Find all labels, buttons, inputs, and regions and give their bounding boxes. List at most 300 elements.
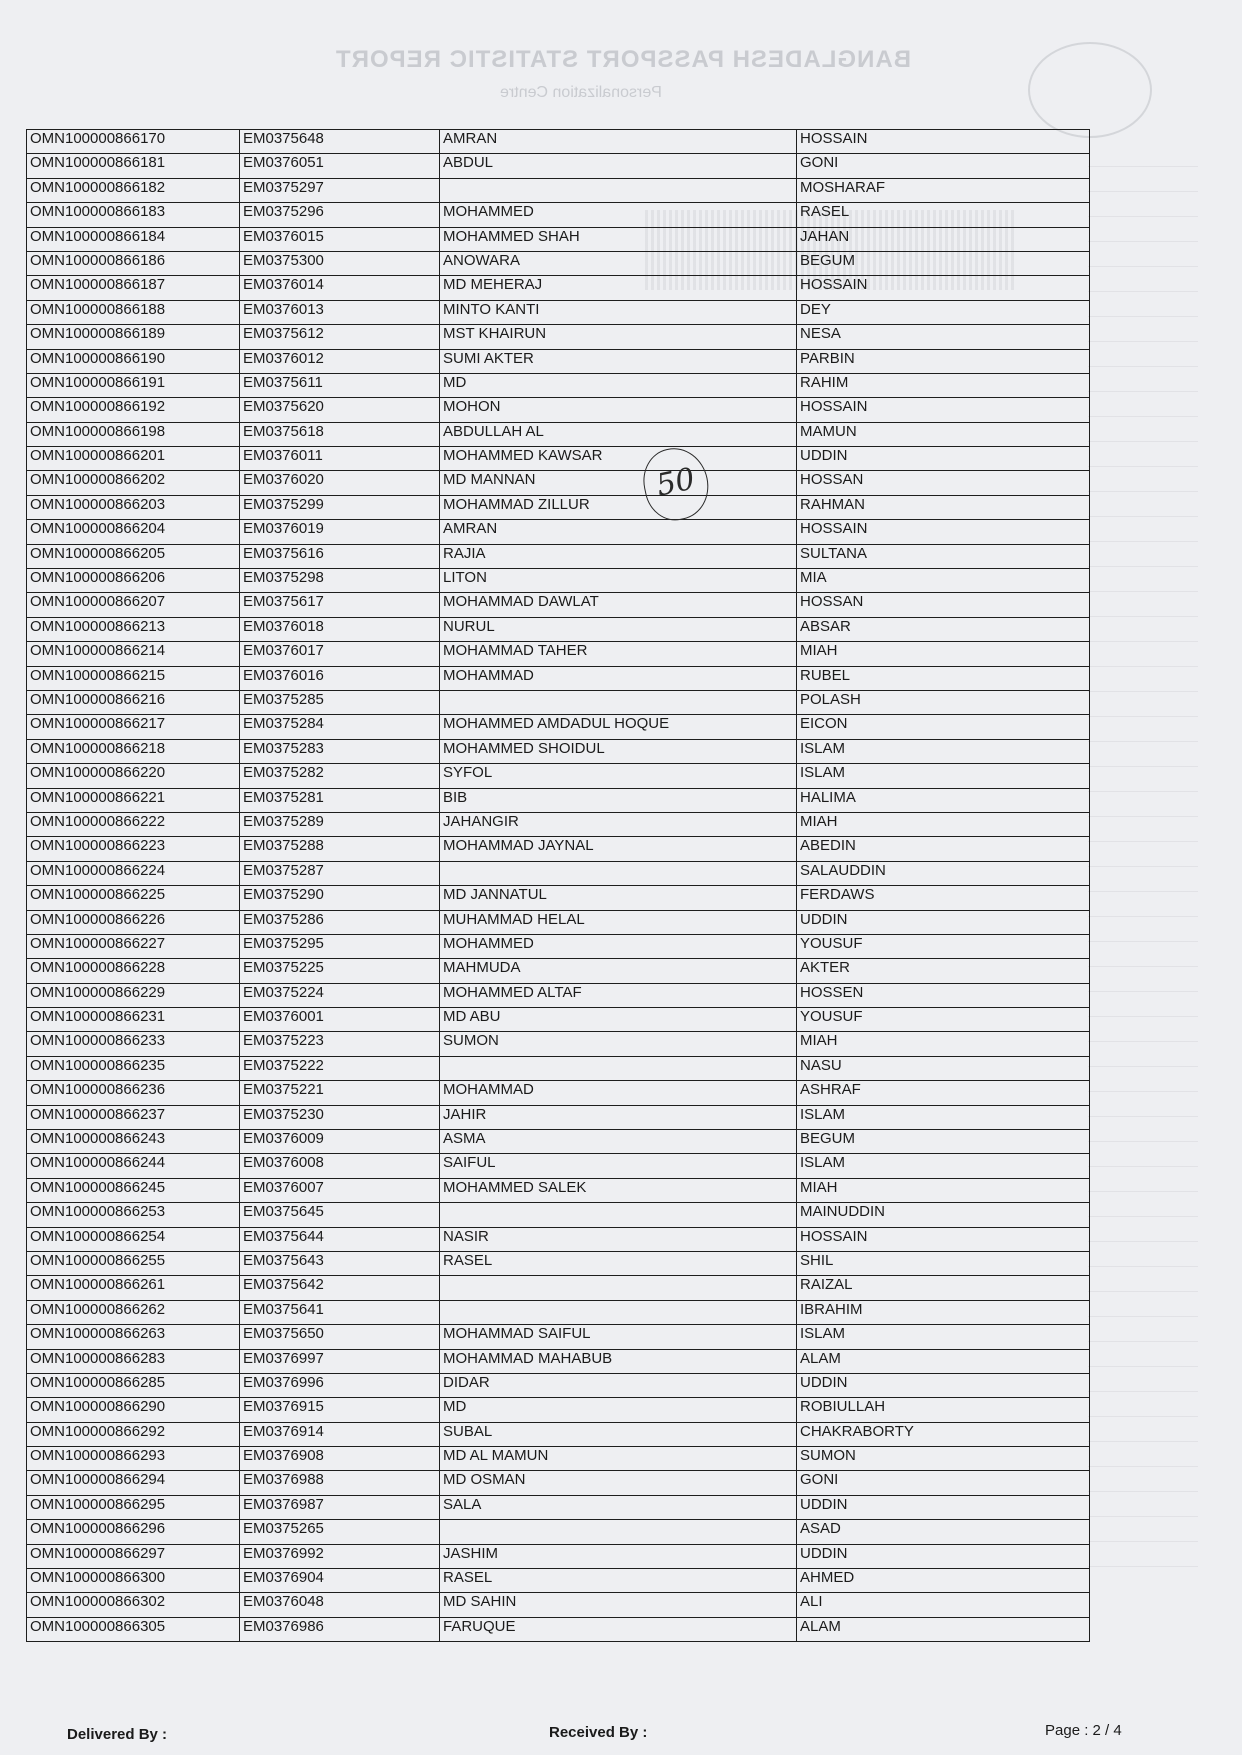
given-name-cell [440, 861, 797, 885]
table-row [27, 422, 1090, 446]
table-row [27, 690, 1090, 714]
given-name-cell: MOHAMMAD MAHABUB [440, 1349, 797, 1373]
given-name-cell: MOHAMMED AMDADUL HOQUE [440, 715, 797, 739]
surname-cell: SALAUDDIN [797, 861, 1090, 885]
passport-number-cell: EM0376007 [240, 1178, 440, 1202]
given-name-cell: MOHAMMAD ZILLUR [440, 495, 797, 519]
received-by-label: Received By : [549, 1724, 648, 1741]
given-name-cell: NASIR [440, 1227, 797, 1251]
application-id-cell: OMN100000866220 [27, 764, 240, 788]
given-name-cell: MD AL MAMUN [440, 1447, 797, 1471]
surname-cell: HOSSAN [797, 471, 1090, 495]
application-id-cell: OMN100000866254 [27, 1227, 240, 1251]
passport-number-cell: EM0375295 [240, 934, 440, 958]
application-id-cell: OMN100000866227 [27, 934, 240, 958]
surname-cell: HOSSEN [797, 983, 1090, 1007]
passport-number-cell: EM0375642 [240, 1276, 440, 1300]
given-name-cell: MD OSMAN [440, 1471, 797, 1495]
page-number: Page : 2 / 4 [1045, 1722, 1122, 1739]
table-row [27, 349, 1090, 373]
application-id-cell: OMN100000866236 [27, 1081, 240, 1105]
passport-number-cell: EM0376914 [240, 1422, 440, 1446]
surname-cell: ISLAM [797, 739, 1090, 763]
passport-number-cell: EM0375299 [240, 495, 440, 519]
table-row [27, 812, 1090, 836]
passport-number-cell: EM0375288 [240, 837, 440, 861]
table-row [27, 593, 1090, 617]
bleed-through-title: BANGLADESH PASSPORT STATISTIC REPORT [335, 46, 912, 73]
given-name-cell: MD MEHERAJ [440, 276, 797, 300]
passport-number-cell: EM0375230 [240, 1105, 440, 1129]
surname-cell: ISLAM [797, 764, 1090, 788]
table-row [27, 1447, 1090, 1471]
passport-number-cell: EM0375297 [240, 178, 440, 202]
application-id-cell: OMN100000866302 [27, 1593, 240, 1617]
passport-number-cell: EM0376018 [240, 617, 440, 641]
application-id-cell: OMN100000866237 [27, 1105, 240, 1129]
given-name-cell: ABDULLAH AL [440, 422, 797, 446]
passport-number-cell: EM0375290 [240, 886, 440, 910]
surname-cell: JAHAN [797, 227, 1090, 251]
passport-number-cell: EM0375300 [240, 251, 440, 275]
passport-number-cell: EM0375286 [240, 910, 440, 934]
surname-cell: HOSSAIN [797, 520, 1090, 544]
passport-number-cell: EM0376992 [240, 1544, 440, 1568]
given-name-cell: NURUL [440, 617, 797, 641]
application-id-cell: OMN100000866235 [27, 1056, 240, 1080]
surname-cell: GONI [797, 154, 1090, 178]
surname-cell: AHMED [797, 1569, 1090, 1593]
table-row [27, 130, 1090, 154]
passport-number-cell: EM0376986 [240, 1617, 440, 1641]
application-id-cell: OMN100000866202 [27, 471, 240, 495]
handwritten-count-mark: 50 [637, 442, 715, 526]
passport-number-cell: EM0375287 [240, 861, 440, 885]
application-id-cell: OMN100000866182 [27, 178, 240, 202]
application-id-cell: OMN100000866224 [27, 861, 240, 885]
table-row [27, 1520, 1090, 1544]
surname-cell: PARBIN [797, 349, 1090, 373]
table-row [27, 251, 1090, 275]
application-id-cell: OMN100000866207 [27, 593, 240, 617]
given-name-cell [440, 178, 797, 202]
passport-number-cell: EM0376016 [240, 666, 440, 690]
passport-number-cell: EM0375298 [240, 569, 440, 593]
surname-cell: MIAH [797, 1178, 1090, 1202]
given-name-cell [440, 1203, 797, 1227]
passport-number-cell: EM0375644 [240, 1227, 440, 1251]
table-row [27, 1008, 1090, 1032]
surname-cell: YOUSUF [797, 1008, 1090, 1032]
given-name-cell [440, 1276, 797, 1300]
passport-number-cell: EM0376017 [240, 642, 440, 666]
surname-cell: UDDIN [797, 1373, 1090, 1397]
surname-cell: ASHRAF [797, 1081, 1090, 1105]
surname-cell: ISLAM [797, 1325, 1090, 1349]
passport-number-cell: EM0375648 [240, 130, 440, 154]
passport-number-cell: EM0375650 [240, 1325, 440, 1349]
surname-cell: UDDIN [797, 1495, 1090, 1519]
application-id-cell: OMN100000866292 [27, 1422, 240, 1446]
table-row [27, 715, 1090, 739]
application-id-cell: OMN100000866296 [27, 1520, 240, 1544]
given-name-cell: MOHAMMED KAWSAR [440, 447, 797, 471]
application-id-cell: OMN100000866187 [27, 276, 240, 300]
given-name-cell: MD MANNAN [440, 471, 797, 495]
passport-number-cell: EM0376904 [240, 1569, 440, 1593]
application-id-cell: OMN100000866222 [27, 812, 240, 836]
surname-cell: ISLAM [797, 1154, 1090, 1178]
application-id-cell: OMN100000866181 [27, 154, 240, 178]
surname-cell: BEGUM [797, 251, 1090, 275]
application-id-cell: OMN100000866285 [27, 1373, 240, 1397]
given-name-cell: BIB [440, 788, 797, 812]
table-row [27, 447, 1090, 471]
table-row [27, 1325, 1090, 1349]
table-row [27, 1495, 1090, 1519]
given-name-cell: MOHAMMAD JAYNAL [440, 837, 797, 861]
table-row [27, 959, 1090, 983]
application-id-cell: OMN100000866183 [27, 203, 240, 227]
table-row [27, 1569, 1090, 1593]
given-name-cell: MST KHAIRUN [440, 325, 797, 349]
passport-number-cell: EM0375225 [240, 959, 440, 983]
application-id-cell: OMN100000866233 [27, 1032, 240, 1056]
given-name-cell: JAHANGIR [440, 812, 797, 836]
passport-number-cell: EM0375224 [240, 983, 440, 1007]
table-row [27, 1422, 1090, 1446]
passport-number-cell: EM0375265 [240, 1520, 440, 1544]
surname-cell: ABSAR [797, 617, 1090, 641]
application-id-cell: OMN100000866221 [27, 788, 240, 812]
passport-number-cell: EM0375281 [240, 788, 440, 812]
passport-number-cell: EM0375645 [240, 1203, 440, 1227]
passport-number-cell: EM0375284 [240, 715, 440, 739]
bleed-through-column [1088, 150, 1198, 1590]
given-name-cell: MUHAMMAD HELAL [440, 910, 797, 934]
application-id-cell: OMN100000866217 [27, 715, 240, 739]
table-row [27, 1056, 1090, 1080]
passport-number-cell: EM0376997 [240, 1349, 440, 1373]
table-row [27, 325, 1090, 349]
application-id-cell: OMN100000866186 [27, 251, 240, 275]
passport-number-cell: EM0376001 [240, 1008, 440, 1032]
surname-cell: ROBIULLAH [797, 1398, 1090, 1422]
surname-cell: IBRAHIM [797, 1300, 1090, 1324]
application-id-cell: OMN100000866203 [27, 495, 240, 519]
application-id-cell: OMN100000866218 [27, 739, 240, 763]
surname-cell: RUBEL [797, 666, 1090, 690]
application-id-cell: OMN100000866192 [27, 398, 240, 422]
table-row [27, 1251, 1090, 1275]
given-name-cell [440, 1056, 797, 1080]
given-name-cell: AMRAN [440, 520, 797, 544]
application-id-cell: OMN100000866293 [27, 1447, 240, 1471]
table-row [27, 1593, 1090, 1617]
table-row [27, 1349, 1090, 1373]
passport-number-cell: EM0375282 [240, 764, 440, 788]
surname-cell: MIAH [797, 642, 1090, 666]
given-name-cell: MOHAMMED SALEK [440, 1178, 797, 1202]
table-row [27, 569, 1090, 593]
table-row [27, 764, 1090, 788]
table-row [27, 861, 1090, 885]
surname-cell: ABEDIN [797, 837, 1090, 861]
application-id-cell: OMN100000866295 [27, 1495, 240, 1519]
passport-number-cell: EM0376008 [240, 1154, 440, 1178]
given-name-cell: FARUQUE [440, 1617, 797, 1641]
passport-number-cell: EM0375618 [240, 422, 440, 446]
application-id-cell: OMN100000866216 [27, 690, 240, 714]
given-name-cell: MOHAMMED [440, 203, 797, 227]
bleed-through-seal [1028, 42, 1152, 138]
table-row [27, 739, 1090, 763]
application-id-cell: OMN100000866297 [27, 1544, 240, 1568]
passport-number-cell: EM0375620 [240, 398, 440, 422]
table-row [27, 1130, 1090, 1154]
application-id-cell: OMN100000866244 [27, 1154, 240, 1178]
application-id-cell: OMN100000866206 [27, 569, 240, 593]
table-row [27, 1471, 1090, 1495]
table-row [27, 1032, 1090, 1056]
application-id-cell: OMN100000866228 [27, 959, 240, 983]
given-name-cell: MOHON [440, 398, 797, 422]
surname-cell: HOSSAIN [797, 1227, 1090, 1251]
table-row [27, 300, 1090, 324]
passport-number-cell: EM0375222 [240, 1056, 440, 1080]
given-name-cell: MOHAMMED SHOIDUL [440, 739, 797, 763]
given-name-cell: MOHAMMAD DAWLAT [440, 593, 797, 617]
surname-cell: SULTANA [797, 544, 1090, 568]
application-id-cell: OMN100000866204 [27, 520, 240, 544]
given-name-cell: MOHAMMAD [440, 1081, 797, 1105]
surname-cell: MIA [797, 569, 1090, 593]
passport-number-cell: EM0376051 [240, 154, 440, 178]
surname-cell: UDDIN [797, 1544, 1090, 1568]
given-name-cell: MOHAMMAD SAIFUL [440, 1325, 797, 1349]
table-row [27, 1227, 1090, 1251]
given-name-cell: LITON [440, 569, 797, 593]
passport-number-cell: EM0376009 [240, 1130, 440, 1154]
given-name-cell: ABDUL [440, 154, 797, 178]
passport-number-cell: EM0376019 [240, 520, 440, 544]
given-name-cell: RAJIA [440, 544, 797, 568]
given-name-cell: MD [440, 1398, 797, 1422]
passport-number-cell: EM0376014 [240, 276, 440, 300]
surname-cell: NASU [797, 1056, 1090, 1080]
surname-cell: POLASH [797, 690, 1090, 714]
application-id-cell: OMN100000866229 [27, 983, 240, 1007]
passport-number-cell: EM0376012 [240, 349, 440, 373]
passport-number-cell: EM0376996 [240, 1373, 440, 1397]
surname-cell: MIAH [797, 1032, 1090, 1056]
table-row [27, 1203, 1090, 1227]
given-name-cell: ASMA [440, 1130, 797, 1154]
table-row [27, 1105, 1090, 1129]
given-name-cell: RASEL [440, 1251, 797, 1275]
application-id-cell: OMN100000866290 [27, 1398, 240, 1422]
surname-cell: ISLAM [797, 1105, 1090, 1129]
passport-number-cell: EM0375641 [240, 1300, 440, 1324]
application-id-cell: OMN100000866191 [27, 373, 240, 397]
application-id-cell: OMN100000866184 [27, 227, 240, 251]
table-row [27, 666, 1090, 690]
table-row [27, 227, 1090, 251]
table-row [27, 1617, 1090, 1641]
table-row [27, 1373, 1090, 1397]
application-id-cell: OMN100000866215 [27, 666, 240, 690]
given-name-cell [440, 1300, 797, 1324]
passport-number-cell: EM0376013 [240, 300, 440, 324]
application-id-cell: OMN100000866188 [27, 300, 240, 324]
given-name-cell: SUMI AKTER [440, 349, 797, 373]
table-row [27, 178, 1090, 202]
surname-cell: HOSSAIN [797, 130, 1090, 154]
surname-cell: NESA [797, 325, 1090, 349]
given-name-cell: SYFOL [440, 764, 797, 788]
passport-number-cell: EM0376020 [240, 471, 440, 495]
application-id-cell: OMN100000866245 [27, 1178, 240, 1202]
given-name-cell: SUMON [440, 1032, 797, 1056]
table-row [27, 1154, 1090, 1178]
given-name-cell: RASEL [440, 1569, 797, 1593]
application-id-cell: OMN100000866213 [27, 617, 240, 641]
surname-cell: HALIMA [797, 788, 1090, 812]
application-id-cell: OMN100000866262 [27, 1300, 240, 1324]
passport-number-cell: EM0375612 [240, 325, 440, 349]
application-id-cell: OMN100000866263 [27, 1325, 240, 1349]
surname-cell: RAHIM [797, 373, 1090, 397]
passport-number-cell: EM0376048 [240, 1593, 440, 1617]
surname-cell: RASEL [797, 203, 1090, 227]
table-row [27, 373, 1090, 397]
surname-cell: UDDIN [797, 447, 1090, 471]
table-row [27, 617, 1090, 641]
application-id-cell: OMN100000866261 [27, 1276, 240, 1300]
table-row [27, 398, 1090, 422]
given-name-cell: MD JANNATUL [440, 886, 797, 910]
given-name-cell: MD ABU [440, 1008, 797, 1032]
passport-number-cell: EM0375283 [240, 739, 440, 763]
delivered-by-label: Delivered By : [67, 1726, 168, 1743]
surname-cell: HOSSAIN [797, 398, 1090, 422]
application-id-cell: OMN100000866225 [27, 886, 240, 910]
given-name-cell: JAHIR [440, 1105, 797, 1129]
surname-cell: CHAKRABORTY [797, 1422, 1090, 1446]
application-id-cell: OMN100000866231 [27, 1008, 240, 1032]
given-name-cell: MD SAHIN [440, 1593, 797, 1617]
table-row [27, 1178, 1090, 1202]
passport-number-cell: EM0376988 [240, 1471, 440, 1495]
passport-number-cell: EM0375617 [240, 593, 440, 617]
table-row [27, 495, 1090, 519]
passport-number-cell: EM0376987 [240, 1495, 440, 1519]
given-name-cell: ANOWARA [440, 251, 797, 275]
table-row [27, 934, 1090, 958]
application-id-cell: OMN100000866190 [27, 349, 240, 373]
surname-cell: EICON [797, 715, 1090, 739]
surname-cell: FERDAWS [797, 886, 1090, 910]
table-row [27, 1276, 1090, 1300]
surname-cell: ALAM [797, 1349, 1090, 1373]
surname-cell: BEGUM [797, 1130, 1090, 1154]
passport-number-cell: EM0375611 [240, 373, 440, 397]
given-name-cell: MOHAMMAD [440, 666, 797, 690]
table-row [27, 471, 1090, 495]
surname-cell: MIAH [797, 812, 1090, 836]
surname-cell: SUMON [797, 1447, 1090, 1471]
surname-cell: AKTER [797, 959, 1090, 983]
surname-cell: ASAD [797, 1520, 1090, 1544]
surname-cell: HOSSAN [797, 593, 1090, 617]
passport-number-cell: EM0375643 [240, 1251, 440, 1275]
application-id-cell: OMN100000866305 [27, 1617, 240, 1641]
table-row [27, 788, 1090, 812]
passport-number-cell: EM0375289 [240, 812, 440, 836]
application-id-cell: OMN100000866170 [27, 130, 240, 154]
application-id-cell: OMN100000866214 [27, 642, 240, 666]
table-row [27, 1544, 1090, 1568]
table-row [27, 276, 1090, 300]
surname-cell: SHIL [797, 1251, 1090, 1275]
given-name-cell: MOHAMMED SHAH [440, 227, 797, 251]
table-row [27, 837, 1090, 861]
passport-number-cell: EM0376011 [240, 447, 440, 471]
application-id-cell: OMN100000866205 [27, 544, 240, 568]
surname-cell: RAIZAL [797, 1276, 1090, 1300]
table-row [27, 983, 1090, 1007]
given-name-cell: SALA [440, 1495, 797, 1519]
table-row [27, 886, 1090, 910]
application-id-cell: OMN100000866283 [27, 1349, 240, 1373]
surname-cell: RAHMAN [797, 495, 1090, 519]
given-name-cell [440, 1520, 797, 1544]
application-id-cell: OMN100000866201 [27, 447, 240, 471]
given-name-cell: SUBAL [440, 1422, 797, 1446]
table-row [27, 544, 1090, 568]
passport-number-cell: EM0376915 [240, 1398, 440, 1422]
application-id-cell: OMN100000866189 [27, 325, 240, 349]
given-name-cell: MOHAMMED ALTAF [440, 983, 797, 1007]
surname-cell: ALAM [797, 1617, 1090, 1641]
application-id-cell: OMN100000866294 [27, 1471, 240, 1495]
given-name-cell: MOHAMMAD TAHER [440, 642, 797, 666]
application-id-cell: OMN100000866223 [27, 837, 240, 861]
table-row [27, 1081, 1090, 1105]
application-id-cell: OMN100000866198 [27, 422, 240, 446]
table-row [27, 1398, 1090, 1422]
passport-records-table [26, 129, 1090, 1642]
given-name-cell [440, 690, 797, 714]
passport-number-cell: EM0375616 [240, 544, 440, 568]
table-row [27, 520, 1090, 544]
passport-number-cell: EM0375296 [240, 203, 440, 227]
bleed-through-subtitle: Personalization Centre [500, 84, 662, 101]
surname-cell: MOSHARAF [797, 178, 1090, 202]
surname-cell: ALI [797, 1593, 1090, 1617]
passport-number-cell: EM0375223 [240, 1032, 440, 1056]
surname-cell: DEY [797, 300, 1090, 324]
application-id-cell: OMN100000866243 [27, 1130, 240, 1154]
surname-cell: GONI [797, 1471, 1090, 1495]
surname-cell: HOSSAIN [797, 276, 1090, 300]
surname-cell: MAMUN [797, 422, 1090, 446]
passport-number-cell: EM0376908 [240, 1447, 440, 1471]
table-row [27, 910, 1090, 934]
application-id-cell: OMN100000866253 [27, 1203, 240, 1227]
application-id-cell: OMN100000866300 [27, 1569, 240, 1593]
table-row [27, 1300, 1090, 1324]
